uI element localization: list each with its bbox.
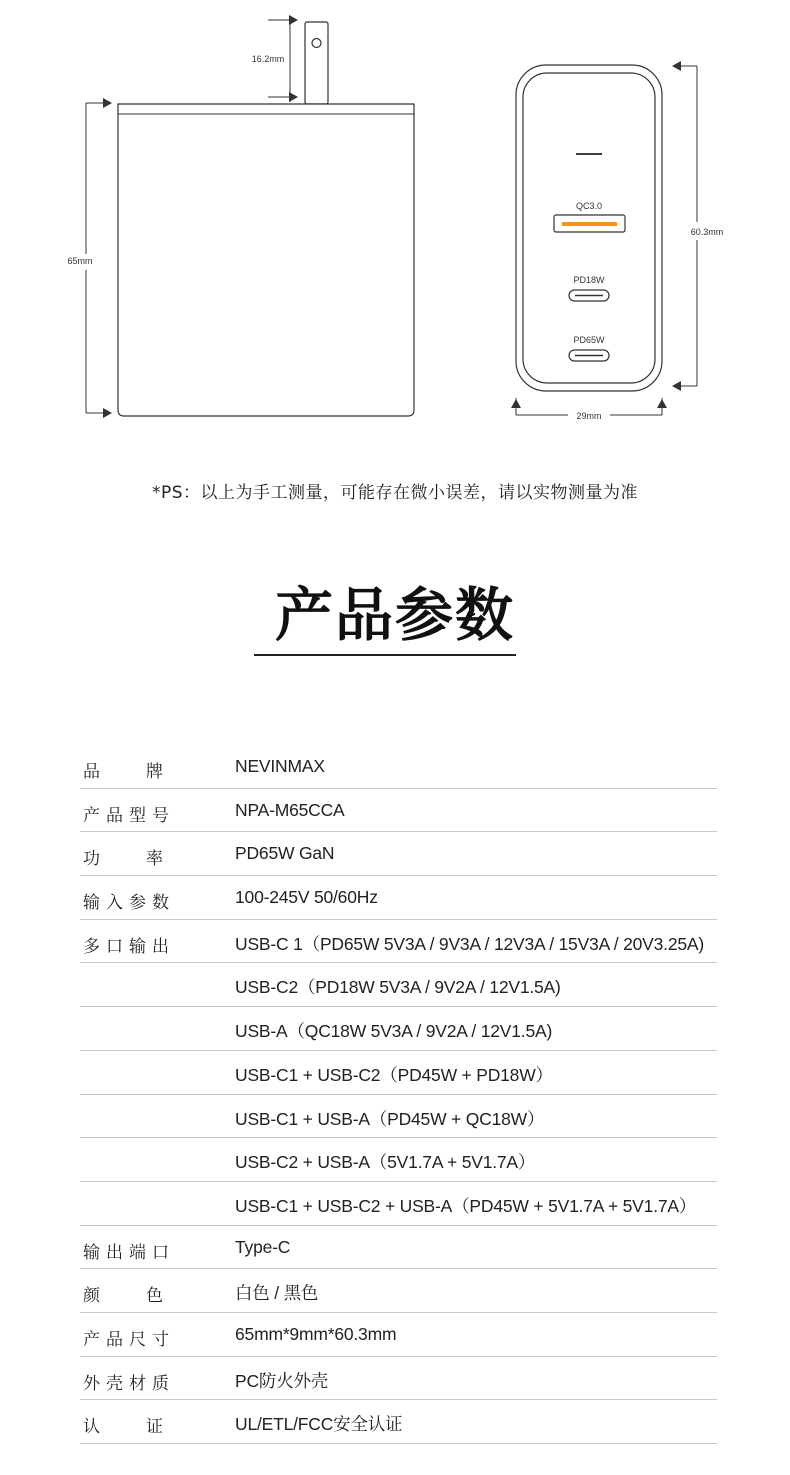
spec-row bbox=[80, 832, 717, 876]
pd65-port-label: PD65W bbox=[573, 335, 605, 345]
spec-row bbox=[80, 1400, 717, 1444]
spec-row bbox=[80, 876, 717, 920]
qc-port-label: QC3.0 bbox=[575, 201, 603, 211]
spec-row bbox=[80, 1138, 717, 1182]
spec-label: 认 证 bbox=[83, 1417, 163, 1438]
spec-value: USB-C1 + USB-C2 + USB-A（PD45W + 5V1.7A + 5V1.7A） bbox=[235, 1195, 697, 1216]
spec-label: 外壳材质 bbox=[83, 1373, 169, 1394]
spec-value: USB-C1 + USB-A（PD45W + QC18W） bbox=[235, 1108, 545, 1129]
title-underline bbox=[254, 654, 516, 656]
spec-label: 输入参数 bbox=[83, 893, 169, 914]
spec-label: 多口输出 bbox=[83, 936, 169, 957]
spec-row bbox=[80, 745, 717, 789]
spec-row bbox=[80, 1051, 717, 1095]
spec-value: 白色 / 黑色 bbox=[235, 1283, 319, 1304]
spec-value: USB-A（QC18W 5V3A / 9V2A / 12V1.5A) bbox=[235, 1021, 553, 1042]
spec-value: 65mm*9mm*60.3mm bbox=[235, 1323, 397, 1344]
pd18-port-label: PD18W bbox=[573, 275, 605, 285]
spec-value: Type-C bbox=[235, 1236, 291, 1257]
spec-value: USB-C 1（PD65W 5V3A / 9V3A / 12V3A / 15V3A / 20V3.25A) bbox=[235, 933, 704, 954]
spec-row bbox=[80, 1095, 717, 1139]
spec-row bbox=[80, 789, 717, 833]
spec-table bbox=[80, 745, 717, 1444]
spec-value: USB-C1 + USB-C2（PD45W + PD18W） bbox=[235, 1064, 553, 1085]
depth-dimension-line bbox=[672, 61, 723, 391]
spec-row bbox=[80, 1269, 717, 1313]
spec-label: 产品型号 bbox=[83, 805, 169, 826]
width-label: 29mm bbox=[576, 411, 602, 421]
spec-value: PC防火外壳 bbox=[235, 1370, 329, 1391]
spec-row bbox=[80, 1182, 717, 1226]
spec-value: UL/ETL/FCC安全认证 bbox=[235, 1414, 403, 1435]
section-title: 产品参数 bbox=[274, 581, 515, 649]
spec-row bbox=[80, 1313, 717, 1357]
plug-dimension-line bbox=[252, 15, 298, 102]
spec-row bbox=[80, 963, 717, 1007]
spec-label: 功 率 bbox=[83, 849, 163, 870]
charger-front-view bbox=[516, 65, 662, 391]
height-label: 65mm bbox=[67, 256, 93, 266]
spec-value: PD65W GaN bbox=[235, 843, 335, 864]
spec-value: 100-245V 50/60Hz bbox=[235, 887, 378, 908]
spec-label: 颜 色 bbox=[83, 1286, 163, 1307]
width-dimension-line bbox=[511, 398, 667, 421]
spec-value: USB-C2（PD18W 5V3A / 9V2A / 12V1.5A) bbox=[235, 977, 561, 998]
measurement-note: *PS：以上为手工测量，可能存在微小误差，请以实物测量为准 bbox=[151, 483, 639, 503]
spec-label: 品 牌 bbox=[83, 762, 163, 782]
plug-height-label: 16.2mm bbox=[251, 54, 285, 64]
spec-label: 产品尺寸 bbox=[83, 1329, 169, 1350]
dimension-diagram bbox=[0, 0, 790, 440]
height-dimension-line bbox=[67, 98, 112, 418]
spec-label: 输出端口 bbox=[83, 1242, 169, 1263]
spec-row bbox=[80, 1007, 717, 1051]
spec-value: NEVINMAX bbox=[235, 756, 325, 776]
charger-side-body bbox=[118, 104, 414, 416]
depth-label: 60.3mm bbox=[690, 227, 724, 237]
spec-value: NPA-M65CCA bbox=[235, 799, 345, 820]
plug-prong bbox=[305, 22, 328, 104]
spec-row bbox=[80, 920, 717, 964]
spec-row bbox=[80, 1226, 717, 1270]
spec-row bbox=[80, 1357, 717, 1401]
usb-a-port-insert bbox=[562, 222, 617, 226]
spec-value: USB-C2 + USB-A（5V1.7A + 5V1.7A） bbox=[235, 1152, 536, 1173]
